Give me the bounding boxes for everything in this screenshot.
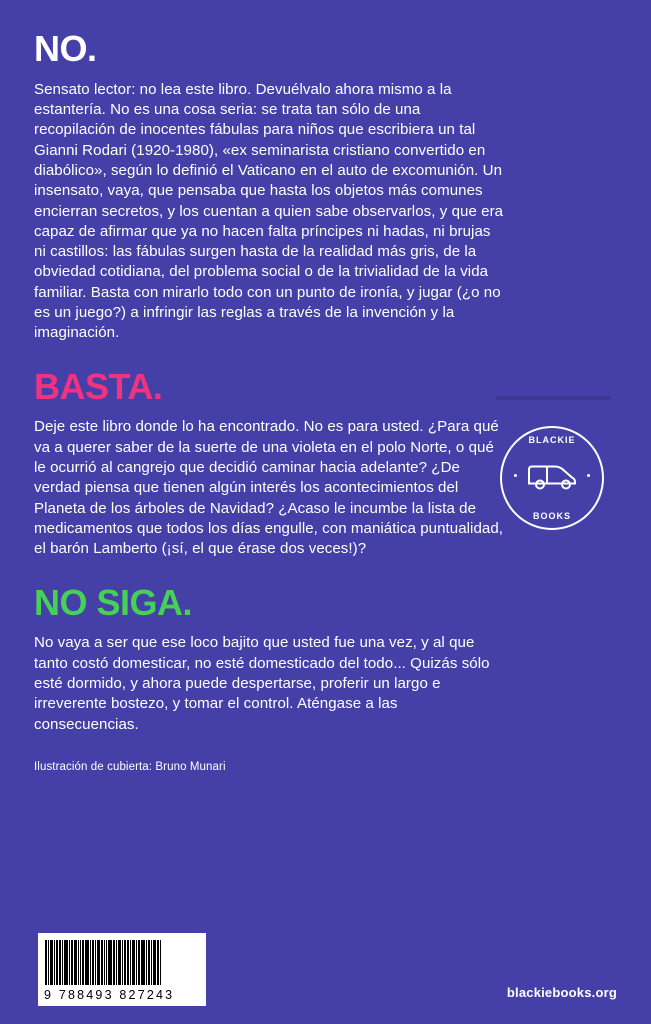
divider-rule xyxy=(495,396,611,400)
barcode-bars xyxy=(38,933,206,987)
van-icon xyxy=(525,461,579,496)
barcode xyxy=(38,933,206,1006)
logo-dot-right xyxy=(587,474,590,477)
heading-basta: BASTA. xyxy=(34,365,163,407)
logo-top-word: BLACKIE xyxy=(528,435,576,445)
blurb-block-no xyxy=(34,30,504,344)
publisher-logo-area xyxy=(487,396,617,530)
heading-no: NO. xyxy=(34,28,97,69)
publisher-website[interactable]: blackiebooks.org xyxy=(506,985,617,1000)
blurb-block-basta xyxy=(34,365,504,560)
logo-dot-left xyxy=(514,474,517,477)
paragraph-no-siga: No vaya a ser que ese loco bajito que usted fue una vez, y al que tanto costó domesticar, no esté domesticado del todo... Quizás sólo esté dormido, y ahora puede despertarse, proferir un largo e irreverente bostezo, y tomar el control. Aténgase a las consecuencias. xyxy=(34,634,490,733)
paragraph-no: Sensato lector: no lea este libro. Devuélvalo ahora mismo a la estantería. No es una cosa seria: se trata tan sólo de una recopilación de inocentes fábulas para niños que escribiera un tal Gianni Rodari (1920-1980), «ex seminarista cristiano convertido en diabólico», según lo definió el Vaticano en el auto de excomunión. Un insensato, vaya, que pensaba que hasta los objetos más comunes encierran secretos, y los cuentan a quien sabe observarlos, y que era capaz de afirmar que ya no hacen falta príncipes ni hadas, ni brujas ni castillos: las fábulas surgen hasta de la realidad más gris, de la obviedad cotidiana, del problema social o de la trivialidad de la vida familiar. Basta con mirarlo todo con un punto de ironía, y jugar (¿o no es un juego?) a infringir las reglas a través de la invención y la imaginación. xyxy=(34,80,504,342)
blurb-block-no-siga xyxy=(34,581,504,735)
cover-illustration-credit: Ilustración de cubierta: Bruno Munari xyxy=(34,760,226,773)
heading-no-siga: NO SIGA. xyxy=(34,581,193,623)
paragraph-basta: Deje este libro donde lo ha encontrado. No es para usted. ¿Para qué va a querer saber de la suerte de una violeta en el polo Norte, o qué le ocurrió al cangrejo que decidió caminar hacia adelante? ¿De verdad piensa que tienen algún interés los acontecimientos del Planeta de los árboles de Navidad? ¿Acaso le incumbe la lista de medicamentos que todos los días engulle, con maniática puntualidad, el barón Lamberto (¡sí, el que érase dos veces!)? xyxy=(34,418,504,558)
blurb-column xyxy=(34,30,504,773)
publisher-logo xyxy=(500,426,604,530)
isbn-number: 9 788493 827243 xyxy=(38,987,206,1006)
logo-bottom-word: BOOKS xyxy=(532,511,572,521)
